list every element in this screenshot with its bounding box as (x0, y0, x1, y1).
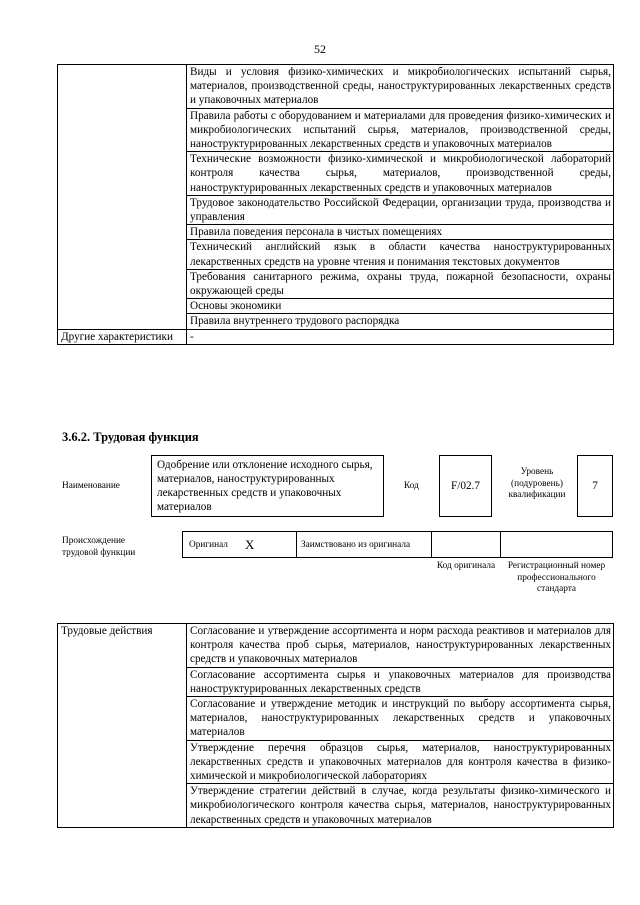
knowledge-label-cell (58, 65, 187, 330)
knowledge-item: Трудовое законодательство Российской Федерации, организации труда, производства и управления (187, 195, 614, 224)
knowledge-item: Технический английский язык в области качества наноструктурированных лекарственных средств на уровне чтения и понимания текстовых документов (187, 240, 614, 269)
other-characteristics-value: - (187, 329, 614, 344)
labor-action-item: Согласование и утверждение методик и инструкций по выбору ассортимента сырья, материалов, наноструктурированных лекарственных средств и упаковочных материалов (187, 697, 614, 741)
original-mark: X (245, 537, 255, 552)
code-original-caption: Код оригинала (436, 561, 496, 571)
knowledge-item: Виды и условия физико-химических и микробиологических испытаний сырья, материалов, производственной среды, наноструктурированных лекарственных средств и упаковочных материалов (187, 65, 614, 109)
original-label: Оригинал (189, 540, 228, 550)
function-name-value: Одобрение или отклонение исходного сырья, материалов, наноструктурированных лекарственных средств и упаковочных материалов (157, 459, 373, 513)
knowledge-item: Технические возможности физико-химической и микробиологической лабораторий контроля качества сырья, материалов, производственной среды, наноструктурированных лекарственных средств и упаковочных материалов (187, 152, 614, 196)
code-label: Код (404, 481, 419, 491)
table-row (58, 624, 614, 668)
labor-action-item: Утверждение перечня образцов сырья, материалов, наноструктурированных лекарственных средств и упаковочных материалов для контроля качества в физико-химической и микробиологической лабораториях (187, 740, 614, 784)
other-characteristics-label: Другие характеристики (58, 329, 187, 344)
borrowed-label: Заимствовано из оригинала (301, 540, 411, 550)
level-value: 7 (592, 480, 598, 492)
code-box (439, 455, 492, 517)
knowledge-item: Правила поведения персонала в чистых помещениях (187, 225, 614, 240)
name-label: Наименование (62, 481, 120, 491)
reg-number-box (500, 531, 613, 558)
level-label: Уровень (подуровень) квалификации (508, 467, 566, 500)
level-box (577, 455, 613, 517)
labor-actions-label: Трудовые действия (58, 624, 187, 828)
table-row (58, 65, 614, 109)
borrowed-box (296, 531, 432, 558)
knowledge-table (57, 64, 614, 345)
original-box (182, 531, 297, 558)
reg-number-caption: Регистрационный номер профессионального стандарта (507, 561, 606, 594)
knowledge-item: Правила работы с оборудованием и материалами для проведения физико-химических и микробиологических испытаний сырья, материалов, производственной среды, наноструктурированных лекарственных средств и упаковочных материалов (187, 108, 614, 152)
table-row (58, 329, 614, 344)
section-title: 3.6.2. Трудовая функция (62, 430, 199, 444)
knowledge-item: Основы экономики (187, 299, 614, 314)
function-name-box (151, 455, 384, 517)
code-value: F/02.7 (451, 480, 480, 492)
labor-action-item: Согласование и утверждение ассортимента и норм расхода реактивов и материалов для контроля качества проб сырья, материалов, наноструктурированных лекарственных средств и упаковочных материалов (187, 624, 614, 668)
knowledge-item: Требования санитарного режима, охраны труда, пожарной безопасности, охраны окружающей среды (187, 269, 614, 298)
page-number: 52 (314, 42, 326, 56)
labor-action-item: Согласование ассортимента сырья и упаковочных материалов для производства наноструктурированных лекарственных средств (187, 667, 614, 696)
code-original-box (431, 531, 501, 558)
origin-label: Происхождение трудовой функции (62, 536, 136, 558)
knowledge-item: Правила внутреннего трудового распорядка (187, 314, 614, 329)
labor-action-item: Утверждение стратегии действий в случае, когда результаты физико-химического и микробиологического контроля качества сырья, материалов, наноструктурированных лекарственных средств и упаковочных материалов (187, 784, 614, 828)
labor-actions-table (57, 623, 614, 828)
